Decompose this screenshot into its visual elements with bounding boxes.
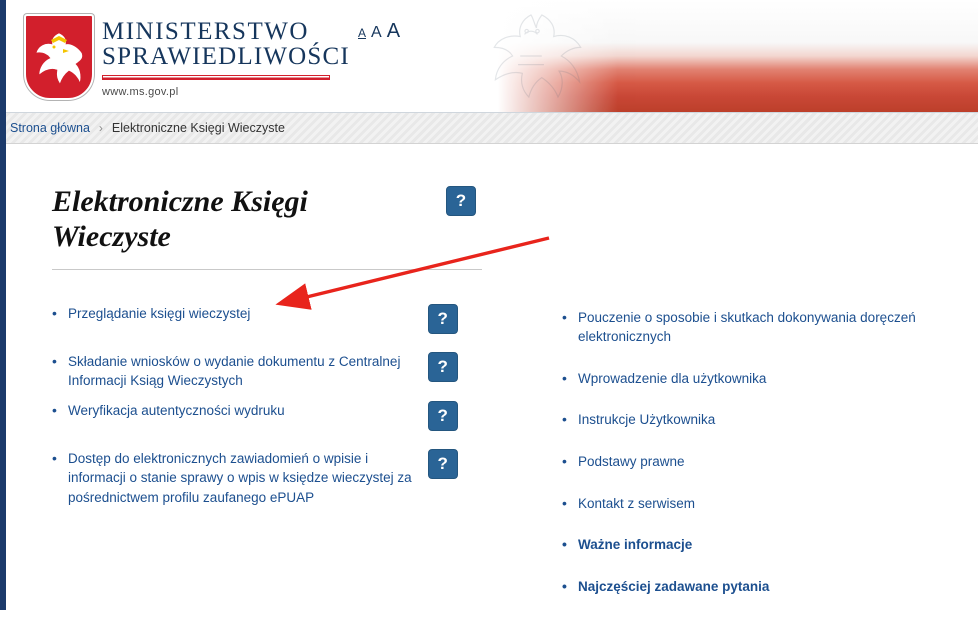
ministry-url: www.ms.gov.pl: [102, 86, 179, 98]
right-links-column: [562, 304, 950, 618]
ministry-name-line2: SPRAWIEDLIWOŚCI: [102, 43, 350, 70]
link-kontakt-z-serwisem[interactable]: Kontakt z serwisem: [578, 495, 696, 511]
list-item: [52, 401, 472, 431]
link-skladanie-wnioskow[interactable]: Składanie wniosków o wydanie dokumentu z Centralnej Informacji Ksiąg Wieczystych: [68, 353, 401, 389]
link-najczesciej-zadawane-pytania[interactable]: Najczęściej zadawane pytania: [578, 578, 770, 594]
link-instrukcje-uzytkownika[interactable]: Instrukcje Użytkownika: [578, 412, 716, 428]
main-content: [6, 144, 978, 618]
polish-eagle-crest-icon: [24, 14, 94, 100]
right-link-list: [562, 308, 950, 597]
list-item: [562, 577, 950, 597]
list-item: [52, 352, 472, 391]
list-item: [562, 452, 950, 472]
help-slot-1: [428, 352, 472, 382]
link-przegladanie-ksiegi-wieczystej[interactable]: Przeglądanie księgi wieczystej: [68, 305, 251, 321]
left-item-text-2: [52, 401, 428, 421]
font-size-controls[interactable]: [358, 20, 400, 43]
page-title: Elektroniczne Księgi Wieczyste: [52, 185, 308, 254]
link-dostep-epuap[interactable]: Dostęp do elektronicznych zawiadomień o wpisie i informacji o stanie sprawy o wpis w księdze wieczystej za pośrednictwem profilu zaufanego ePUAP: [68, 450, 412, 506]
site-header: [6, 0, 978, 113]
help-slot-3: [428, 449, 472, 479]
breadcrumb-separator: ›: [98, 121, 103, 135]
left-item-text-0: [52, 304, 428, 324]
crest-logo[interactable]: [24, 14, 90, 96]
font-size-small-button[interactable]: A: [358, 26, 367, 40]
help-button-0[interactable]: ?: [428, 304, 458, 334]
list-item: [562, 535, 950, 555]
ministry-name-line1: MINISTERSTWO: [102, 18, 309, 45]
eagle-glyph-icon: [33, 28, 85, 86]
left-links-column: [52, 304, 472, 618]
list-item: [562, 308, 950, 347]
help-button-1[interactable]: ?: [428, 352, 458, 382]
list-item: [562, 494, 950, 514]
help-slot-0: [428, 304, 472, 334]
list-item: [52, 304, 472, 334]
link-wprowadzenie-dla-uzytkownika[interactable]: Wprowadzenie dla użytkownika: [578, 370, 767, 386]
help-slot-2: [428, 401, 472, 431]
page-title-help-button-wrap: [446, 186, 476, 216]
ministry-underline-decoration: [102, 75, 330, 80]
help-button-3[interactable]: ?: [428, 449, 458, 479]
link-columns: [52, 304, 950, 618]
link-weryfikacja-autentycznosci-wydruku[interactable]: Weryfikacja autentyczności wydruku: [68, 402, 285, 418]
list-item: [562, 369, 950, 389]
font-size-large-button[interactable]: A: [386, 20, 401, 42]
link-podstawy-prawne[interactable]: Podstawy prawne: [578, 454, 685, 470]
breadcrumb: [6, 113, 978, 144]
help-button-title[interactable]: ?: [446, 186, 476, 216]
left-item-text-3: [52, 449, 428, 508]
left-item-text-1: [52, 352, 428, 391]
list-item: [562, 410, 950, 430]
help-button-2[interactable]: ?: [428, 401, 458, 431]
breadcrumb-current: Elektroniczne Księgi Wieczyste: [111, 121, 285, 135]
breadcrumb-home-link[interactable]: Strona główna: [10, 121, 90, 135]
eagle-watermark-icon: [436, 2, 626, 110]
link-pouczenie-doreczen[interactable]: Pouczenie o sposobie i skutkach dokonywania doręczeń elektronicznych: [578, 309, 916, 345]
link-wazne-informacje[interactable]: Ważne informacje: [578, 537, 693, 553]
font-size-medium-button[interactable]: A: [371, 24, 382, 41]
ministry-wordmark[interactable]: [102, 18, 350, 98]
title-divider: [52, 269, 482, 270]
list-item: [52, 449, 472, 508]
